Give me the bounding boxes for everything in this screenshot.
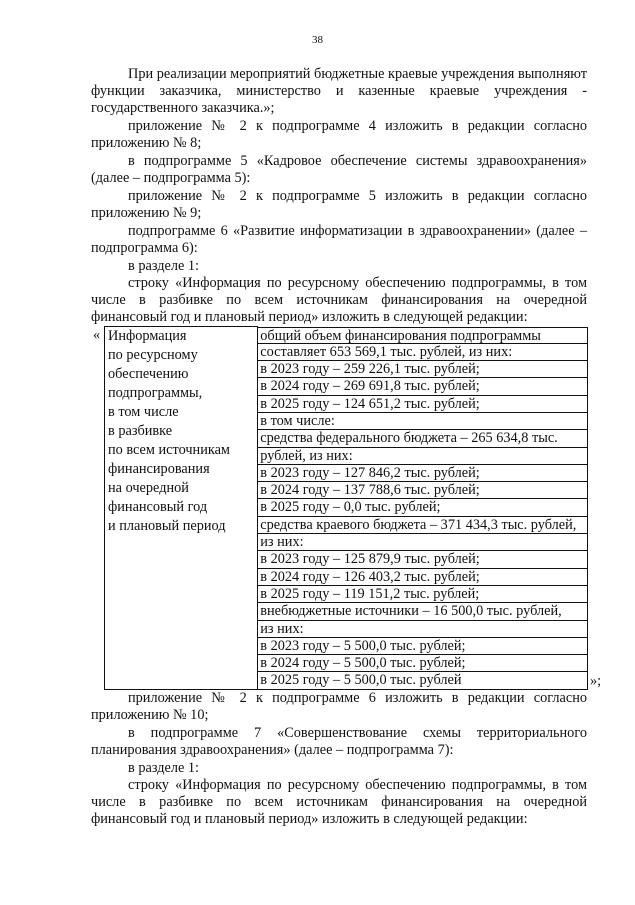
paragraph [91,760,587,777]
paragraph-first-line: приложение № 2 к подпрограмме 6 изложить в редакции согласно [128,690,587,706]
value-line: в 2024 году – 269 691,8 тыс. рублей; [258,378,588,395]
paragraph-rest: приложению № 8; [91,135,202,152]
value-line: в 2024 году – 5 500,0 тыс. рублей; [258,655,588,672]
value-line: средства федерального бюджета – 265 634,8 тыс. [258,430,588,447]
value-line: средства краевого бюджета – 371 434,3 тыс. рублей, [258,517,588,534]
paragraph-rest: – подпрограмма 6): [91,223,588,257]
table-value-cell [258,327,588,690]
value-line: из них: [258,534,588,551]
resource-info-table [104,326,588,690]
paragraph [91,258,587,275]
paragraph-first-line: в подпрограмме 7 «Совершенствование схемы территориального [128,725,587,741]
label-line: и плановый период [108,518,226,534]
value-line: в 2025 году – 0,0 тыс. рублей; [258,499,588,516]
value-line: в 2024 году – 137 788,6 тыс. рублей; [258,482,588,499]
opening-quote: « [93,327,101,343]
value-line: в 2024 году – 126 403,2 тыс. рублей; [258,569,588,586]
paragraph-rest: в том числе в разбивке по всем источникам финансирования на очередной финансовый год и плановый период» изложить в следующей редакции: [91,777,588,828]
value-line: из них: [258,621,588,638]
value-line: в том числе: [258,413,588,430]
paragraph-first-line: в подпрограмме 5 «Кадровое обеспечение системы здравоохранения» [128,153,587,169]
paragraph [91,188,587,222]
paragraph-first-line: приложение № 2 к подпрограмме 4 изложить в редакции согласно [128,118,587,134]
label-line: в том числе [108,404,179,420]
paragraph [91,153,587,187]
paragraph [91,690,587,724]
value-line: в 2023 году – 259 226,1 тыс. рублей; [258,361,588,378]
label-line: Информация [108,328,187,344]
label-line: финансирования [108,461,210,477]
paragraph-first-line: подпрограмме 6 «Развитие информатизации в здравоохранении» (далее [128,223,575,239]
paragraph-first-line: При реализации мероприятий бюджетные краевые учреждения [128,66,515,82]
value-line: в 2023 году – 5 500,0 тыс. рублей; [258,638,588,655]
paragraph-rest: выполняют функции заказчика, министерство и казенные краевые учреждения - государственного заказчика.»; [91,66,588,117]
value-line: в 2023 году – 125 879,9 тыс. рублей; [258,551,588,568]
paragraph-rest: приложению № 10; [91,707,209,724]
paragraph-first-line: строку «Информация по ресурсному обеспечению подпрограммы, [128,777,547,793]
paragraph [91,118,587,152]
value-line: в 2023 году – 127 846,2 тыс. рублей; [258,465,588,482]
paragraph-first-line: приложение № 2 к подпрограмме 5 изложить в редакции согласно [128,188,587,204]
label-line: по ресурсному [108,347,198,363]
paragraph-rest: (далее – подпрограмма 5): [91,170,251,187]
value-line: составляет 653 569,1 тыс. рублей, из них: [258,344,588,361]
closing-quote: »; [590,673,602,689]
paragraph-first-line: в разделе 1: [128,760,200,776]
label-line: по всем источникам [108,442,230,458]
paragraph-rest: приложению № 9; [91,205,202,222]
value-line: в 2025 году – 119 151,2 тыс. рублей; [258,586,588,603]
paragraph [91,725,587,759]
value-line: внебюджетные источники – 16 500,0 тыс. рублей, [258,603,588,620]
label-line: обеспечению [108,366,189,382]
label-line: на очередной [108,480,189,496]
value-line: в 2025 году – 124 651,2 тыс. рублей; [258,396,588,413]
value-line: общий объем финансирования подпрограммы [258,327,588,344]
value-line: рублей, из них: [258,448,588,465]
label-line: подпрограммы, [108,385,203,401]
page-number: 38 [312,34,323,46]
paragraph-first-line: строку «Информация по ресурсному обеспечению подпрограммы, [128,275,547,291]
table-label-cell [105,327,258,690]
label-line: финансовый год [108,499,208,515]
paragraph [91,66,587,118]
paragraph [91,777,587,829]
paragraph [91,275,587,327]
paragraph-rest: в том числе в разбивке по всем источникам финансирования на очередной финансовый год и плановый период» изложить в следующей редакции: [91,275,588,326]
paragraph-first-line: в разделе 1: [128,258,200,274]
paragraph [91,223,587,257]
label-line: в разбивке [108,423,173,439]
paragraph-rest: планирования здравоохранения» (далее – подпрограмма 7): [91,742,454,759]
value-line: в 2025 году – 5 500,0 тыс. рублей [258,672,588,689]
